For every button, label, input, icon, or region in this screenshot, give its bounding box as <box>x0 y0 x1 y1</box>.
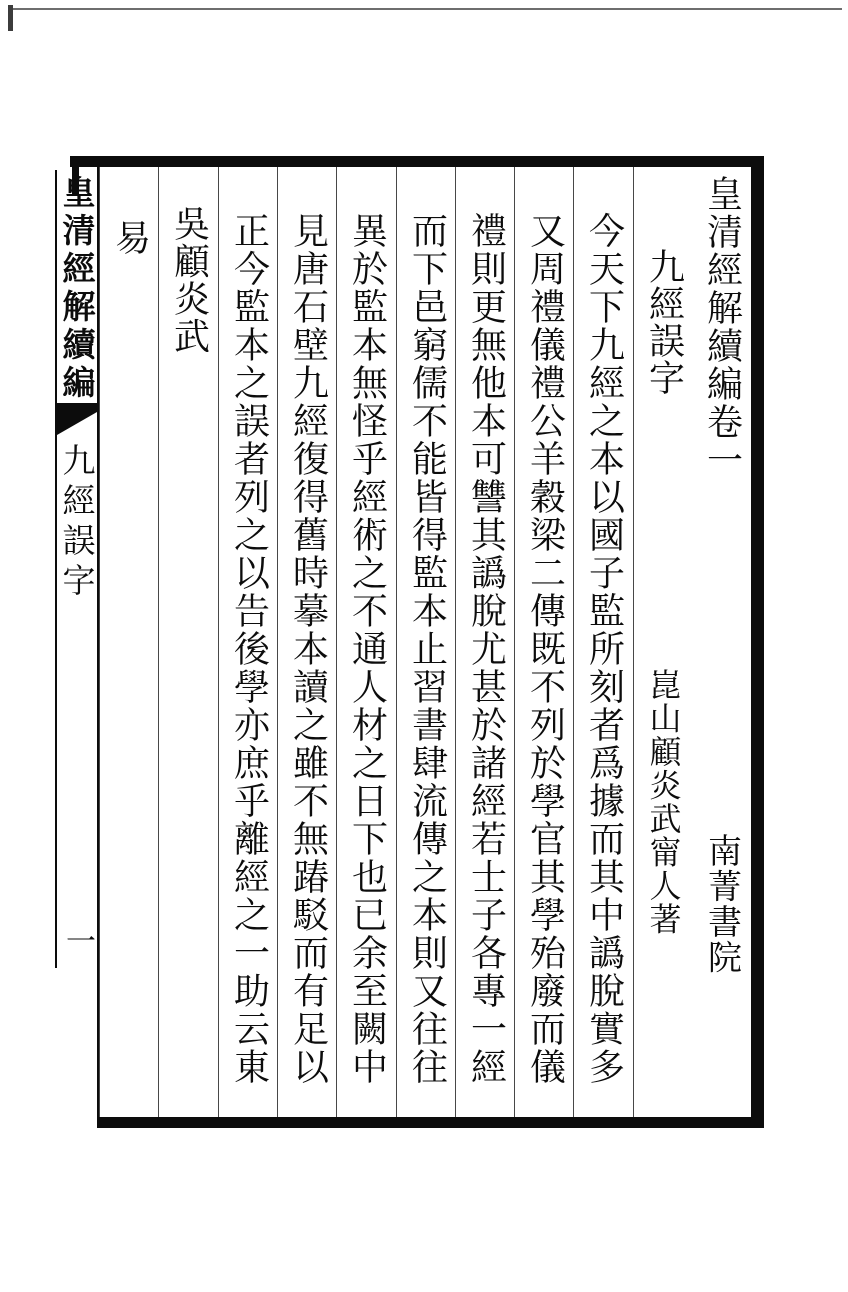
frame-border-right <box>751 156 764 1128</box>
signature: 吳顧炎武 <box>168 205 210 355</box>
spine <box>57 167 97 1117</box>
spine-chapter-title: 九經誤字 <box>57 443 97 603</box>
body-line: 而下邑窮儒不能皆得監本止習書肆流傳之本則又往往 <box>406 212 448 1086</box>
body-column <box>573 167 633 1117</box>
signature-column <box>158 167 218 1117</box>
publisher: 南菁書院 <box>701 833 742 975</box>
section-column <box>633 167 693 1117</box>
body-line: 異於監本無怪乎經術之不通人材之日下也已余至闕中 <box>346 212 388 1086</box>
body-column <box>277 167 337 1117</box>
title-column <box>692 167 751 1117</box>
body-line: 禮則更無他本可讐其譌脫尤甚於諸經若士子各專一經 <box>465 212 507 1086</box>
body-column <box>336 167 396 1117</box>
fold-tab-icon <box>57 403 97 435</box>
body-line: 今天下九經之本以國子監所刻者爲據而其中譌脫實多 <box>583 212 625 1086</box>
classic-heading-column <box>99 167 159 1117</box>
page-number: 一 <box>60 925 95 955</box>
body-line: 見唐石壁九經復得舊時摹本讀之雖不無踳駁而有足以 <box>287 212 329 1086</box>
body-column <box>218 167 278 1117</box>
body-line: 正今監本之誤者列之以告後學亦庶乎離經之一助云東 <box>228 212 270 1086</box>
classic-heading: 易 <box>109 219 151 255</box>
scan-artifact-line <box>10 8 842 10</box>
body-column <box>455 167 515 1117</box>
author-byline: 崑山顧炎武甯人著 <box>644 668 683 936</box>
frame-border-bottom <box>97 1117 764 1128</box>
body-line: 又周禮儀禮公羊穀梁二傳既不列於學官其學殆廢而儀 <box>524 212 566 1086</box>
book-title: 皇清經解續編卷一 <box>701 175 743 479</box>
body-column <box>514 167 574 1117</box>
frame-border-top <box>70 156 764 167</box>
body-column <box>396 167 456 1117</box>
section-title: 九經誤字 <box>643 248 685 396</box>
scan-artifact-tick <box>8 5 13 31</box>
text-block <box>99 167 751 1117</box>
spine-book-title: 皇清經解續編 <box>57 175 97 403</box>
